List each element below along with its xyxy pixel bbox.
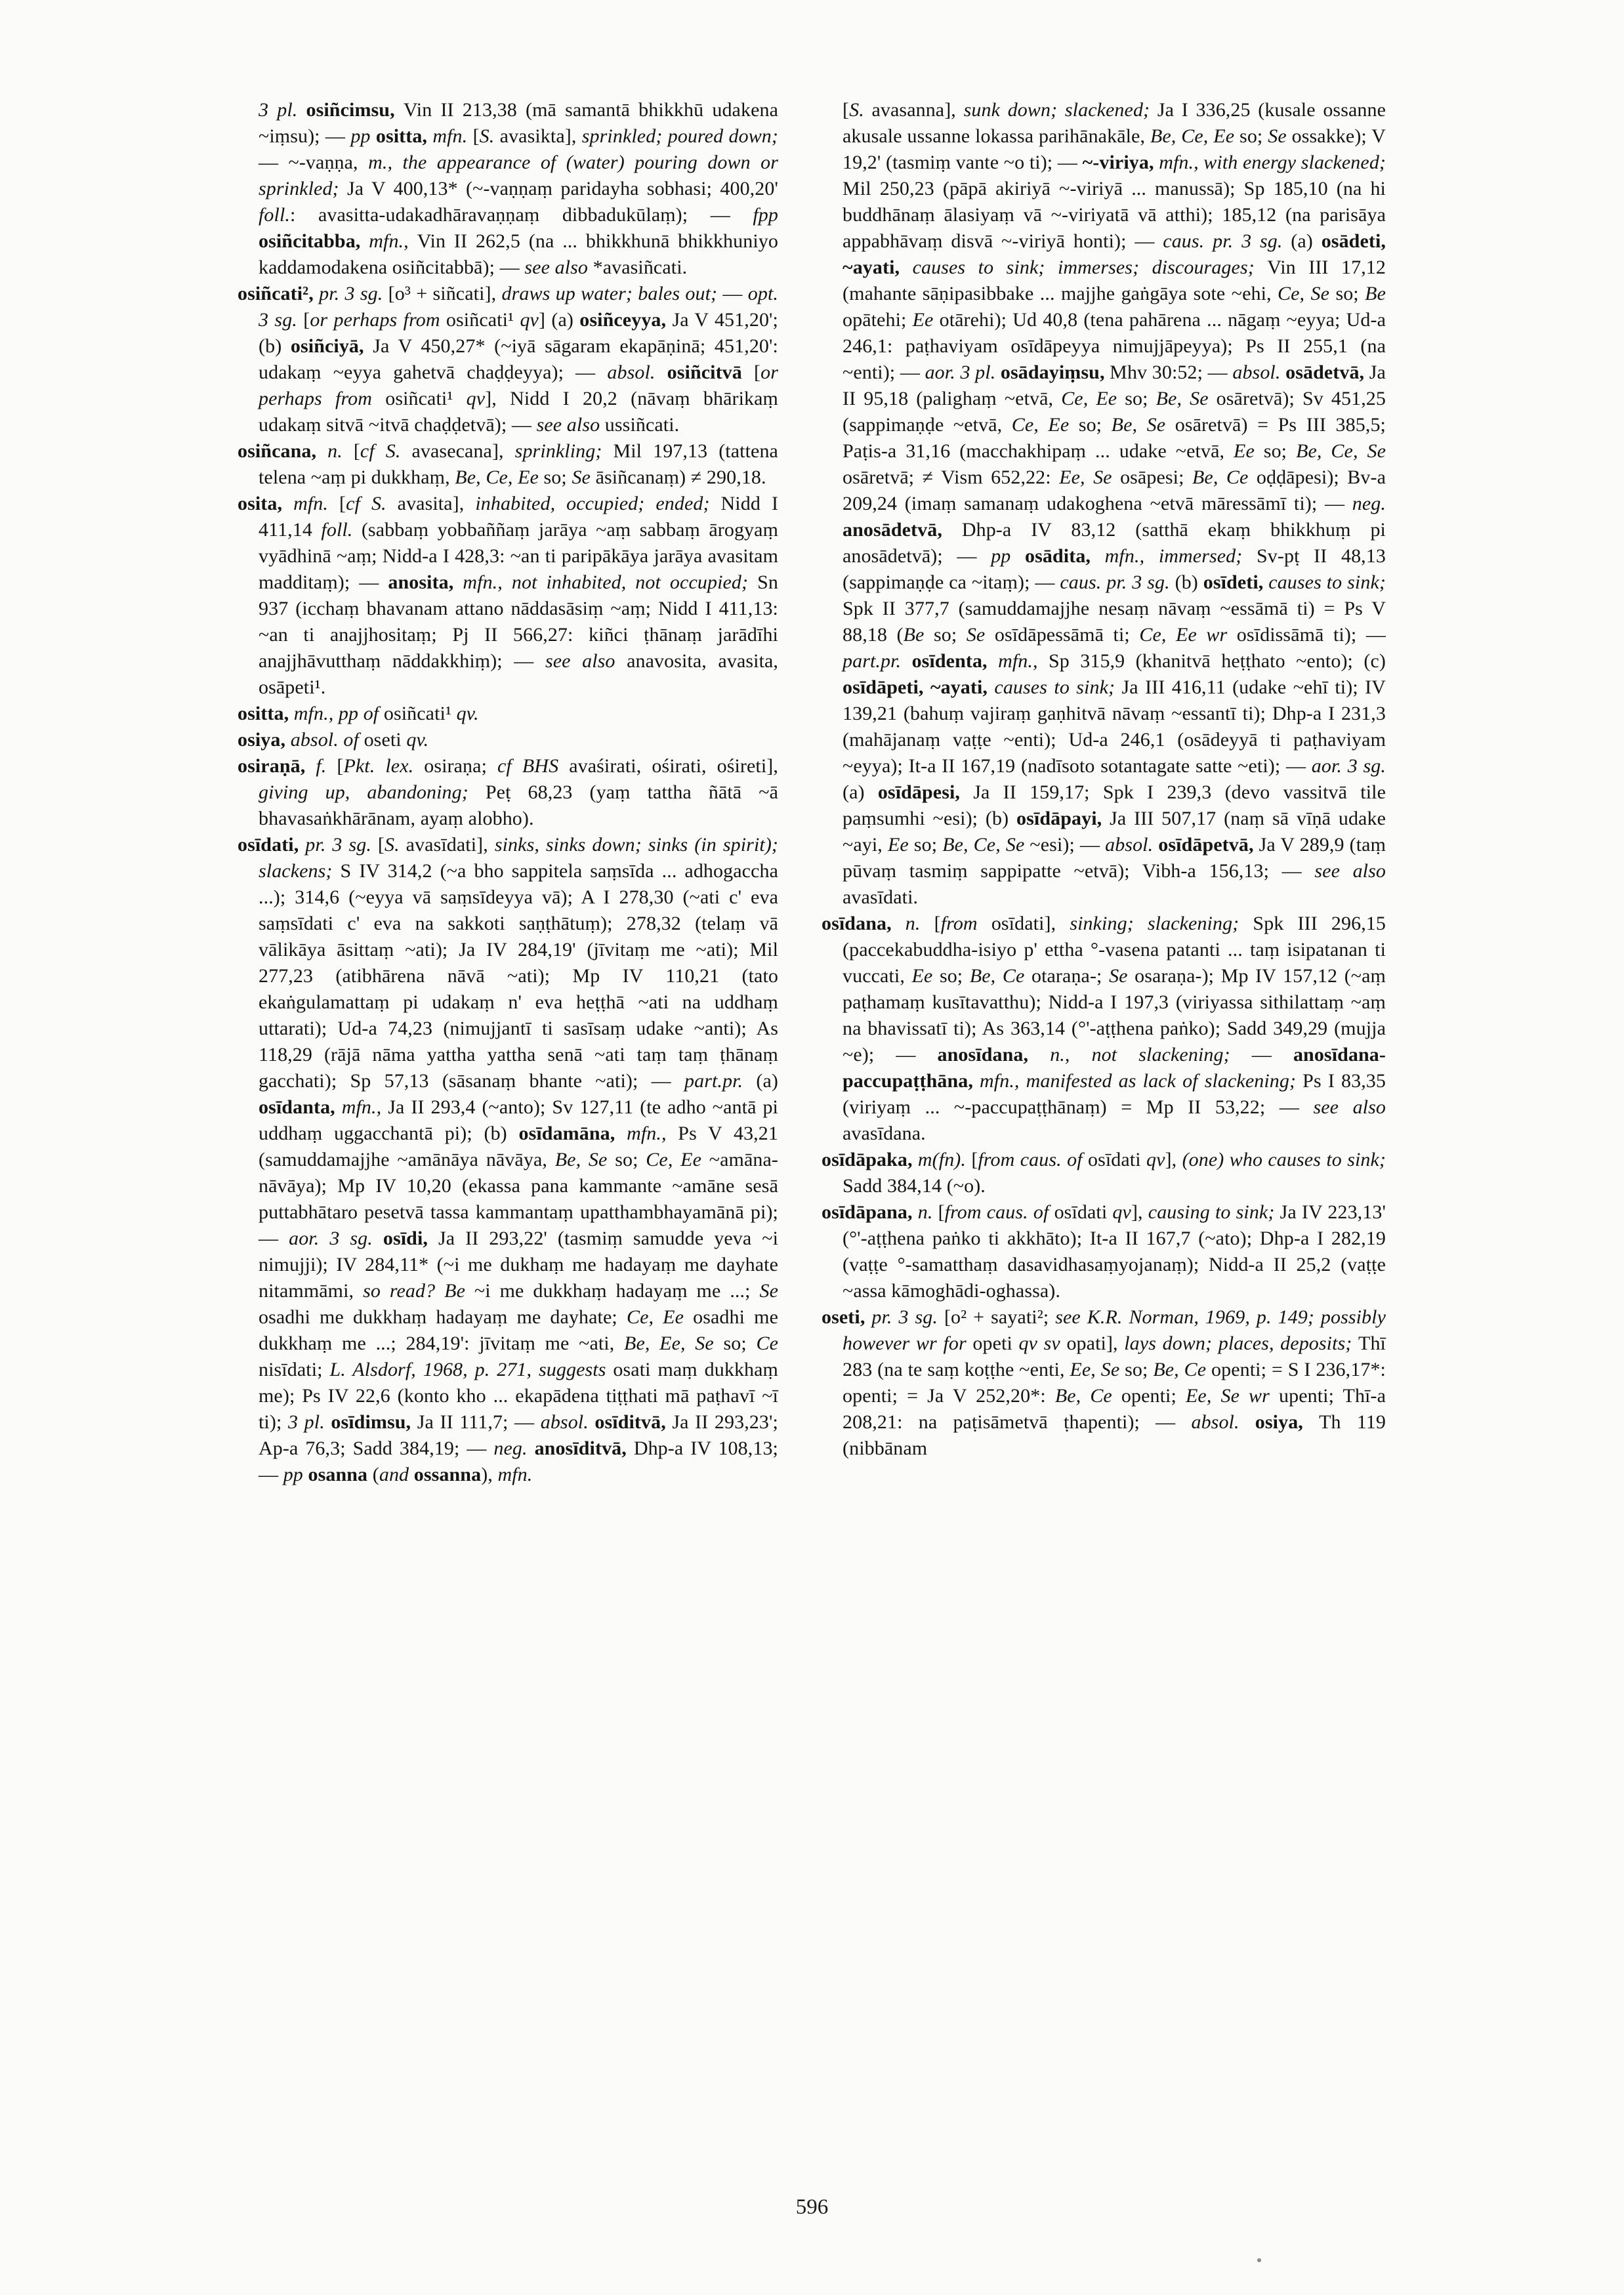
entry-text: ~i me dukkhaṃ hadayaṃ me ...;: [474, 1280, 760, 1302]
entry-text: : avasitta-udakadhāravaṇṇaṃ dibbadukūlaṃ); —: [290, 204, 753, 226]
right-column: [822, 97, 1386, 1462]
entry-text: Ce, Ee: [1011, 414, 1079, 436]
entry-text: Be, Ce: [969, 965, 1031, 987]
entry-text: (: [372, 1464, 379, 1485]
entry-text: [: [934, 913, 941, 934]
dictionary-entry-osincati1-continuation: [238, 97, 778, 281]
entry-text: qv.: [406, 729, 429, 751]
entry-text: sunk down; slackened;: [963, 99, 1157, 121]
entry-text: see also: [1314, 860, 1386, 882]
entry-headword: osita,: [238, 493, 294, 514]
entry-text: so;: [1263, 440, 1297, 462]
entry-text: —: [722, 283, 748, 304]
entry-text: or perhaps from: [310, 309, 446, 331]
entry-text: qv.: [456, 703, 479, 724]
entry-text: otaraṇa-;: [1031, 965, 1110, 987]
entry-text: Ja III 507,17 (naṃ sā vīṇā udake ~ayi,: [843, 808, 1386, 856]
entry-headword: osiya,: [238, 729, 291, 751]
entry-text: Be, Ce: [1054, 1385, 1121, 1407]
entry-text: [o³ + siñcati],: [388, 283, 502, 304]
entry-text: ],: [1165, 1149, 1182, 1170]
entry-text: nisīdati;: [259, 1359, 330, 1380]
entry-text: osīdi,: [383, 1228, 438, 1249]
entry-text: (sabbaṃ yobbaññaṃ jarāya ~aṃ sabbaṃ ārogyaṃ vyādhinā ~aṃ; Nidd-a I 428,3: ~an ti paripākāya jarāya avasitam madditaṃ); —: [259, 519, 779, 593]
entry-text: Be, Se: [1156, 388, 1217, 409]
entry-text: caus. pr. 3 sg.: [1163, 230, 1291, 252]
entry-text: Ce, Ee: [646, 1149, 709, 1170]
entry-text: Sn 937 (icchaṃ bhavanam attano nāddasāsiṃ ~aṃ; Nidd I 411,13: ~an ti anajjhositaṃ; Pj II 566,27: kiñci ṭhānaṃ jarādīhi anajjhāvutthaṃ nāddakkhiṃ); —: [259, 571, 778, 672]
entry-text: cf BHS: [497, 755, 570, 777]
entry-text: Peṭ 68,23 (yaṃ tattha ñātā ~ā bhavasaṅkhārānam, ayaṃ alobho).: [259, 781, 778, 829]
entry-text: avasita],: [397, 493, 476, 514]
entry-text: so;: [939, 965, 970, 987]
entry-text: avasīdana.: [843, 1123, 926, 1144]
entry-text: Ce, Ee: [626, 1306, 694, 1328]
entry-text: osīdati: [1054, 1201, 1113, 1223]
entry-text: mfn., with energy slackened;: [1159, 152, 1386, 173]
entry-text: Sv-pṭ II 48,13 (sappimaṇḍe ca ~itaṃ); —: [843, 545, 1386, 593]
entry-text: pr. 3 sg.: [319, 283, 388, 304]
entry-text: Mil 250,23 (pāpā akiriyā ~-viriyā ... manussā); Sp 185,10 (na hi buddhānaṃ ālasiyaṃ vā ~-viriyatā vā atthi); 185,12 (na parisāya appabhāvaṃ disvā ~-viriyā honti); —: [843, 178, 1386, 252]
entry-text: so;: [543, 466, 572, 488]
entry-text: avasīdati],: [406, 834, 495, 856]
entry-text: osīdati: [1087, 1149, 1147, 1170]
entry-text: Ja V 289,9 (taṃ pūvaṃ tasmiṃ sappipatte ~etvā); Vibh-a 156,13; —: [843, 834, 1386, 882]
entry-text: part.pr.: [684, 1070, 757, 1092]
entry-text: Ce: [756, 1333, 778, 1354]
entry-text: from caus. of: [978, 1149, 1088, 1170]
entry-text: osadhi me dukkhaṃ me ...; 284,19': jīvitaṃ me ~ati,: [259, 1306, 778, 1354]
entry-text: osiñcati¹: [385, 388, 467, 409]
entry-text: osādayiṃsu,: [1000, 362, 1110, 383]
entry-text: mfn.: [293, 493, 340, 514]
entry-text: Thī 283 (na te saṃ koṭṭhe ~enti,: [843, 1333, 1386, 1380]
entry-text: Ja V 400,13* (~-vaṇṇaṃ paridayha sobhasi; 400,20': [346, 178, 778, 199]
entry-text: osīdimsu,: [331, 1411, 417, 1433]
entry-text: anosīdana,: [937, 1044, 1051, 1065]
entry-text: Pkt. lex.: [343, 755, 425, 777]
entry-text: anosīdana-paccupaṭṭhāna,: [843, 1044, 1386, 1092]
entry-text: m(fn).: [917, 1149, 972, 1170]
entry-text: [: [472, 125, 480, 147]
entry-text: Be, Ce, Ee: [455, 466, 544, 488]
entry-text: Ee, Se: [1070, 1359, 1125, 1380]
entry-text: Se: [1268, 125, 1292, 147]
entry-text: Be, Se: [554, 1149, 615, 1170]
entry-text: or perhaps from: [259, 362, 778, 409]
entry-text: fpp: [753, 204, 778, 226]
entry-text: avaśirati, ośirati, ośireti],: [569, 755, 778, 777]
entry-text: osīdati],: [991, 913, 1070, 934]
entry-text: ], Nidd I 20,2 (nāvaṃ bhārikaṃ udakaṃ sitvā ~itvā chaḍḍetvā); —: [259, 388, 778, 436]
entry-text: see also: [545, 650, 627, 672]
entry-text: osiñciyā,: [290, 335, 373, 357]
entry-text: sinks, sinks down; sinks (in spirit); slackens;: [259, 834, 778, 882]
entry-text: Ee: [887, 834, 914, 856]
entry-text: so;: [1125, 1359, 1154, 1380]
entry-text: so read? Be: [363, 1280, 474, 1302]
entry-text: n.: [905, 913, 934, 934]
entry-text: mfn., manifested as lack of slackening;: [980, 1070, 1303, 1092]
entry-text: osīdamāna,: [518, 1123, 627, 1144]
entry-text: [: [303, 309, 310, 331]
entry-text: —: [1251, 1044, 1293, 1065]
entry-text: osiñcimsu,: [306, 99, 404, 121]
entry-text: osanna: [308, 1464, 373, 1485]
entry-text: Ee, Se: [1059, 466, 1121, 488]
entry-text: *avasiñcati.: [593, 257, 688, 278]
entry-text: Be: [903, 624, 934, 646]
entry-text: anosādetvā,: [843, 519, 962, 541]
entry-text: osīdissāmā ti); —: [1236, 624, 1386, 646]
entry-text: m., the appearance of (water) pouring down or sprinkled;: [259, 152, 779, 199]
dictionary-entry-osidana: [822, 911, 1386, 1147]
entry-text: so;: [1335, 283, 1365, 304]
entry-text: cf S.: [346, 493, 398, 514]
entry-text: giving up, abandoning;: [259, 781, 486, 803]
entry-text: opt. 3 sg.: [259, 283, 778, 331]
entry-headword: osiñcati²,: [238, 283, 320, 304]
entry-text: Ja II 293,4 (~anto); Sv 127,11 (te adho ~antā pi uddhaṃ uggacchantā pi); (b): [259, 1096, 778, 1144]
entry-text: causes to sink; immerses; discourages;: [912, 257, 1268, 278]
entry-text: S.: [849, 99, 872, 121]
dictionary-entry-osiya: [238, 727, 778, 753]
entry-text: Be, Se: [1111, 414, 1175, 436]
entry-text: Ce, Ee: [1061, 388, 1125, 409]
entry-text: Ps V 43,21 (samuddamajjhe ~amānāya nāvāya,: [259, 1123, 778, 1170]
page-number: 596: [795, 2195, 829, 2219]
entry-text: Th 119 (nibbānam: [843, 1411, 1386, 1459]
entry-text: avasanna],: [871, 99, 964, 121]
entry-text: absol.: [1105, 834, 1159, 856]
entry-text: osāretvā) = Ps III 385,5; Paṭis-a 31,16 (macchakhipaṃ ... udake ~etvā,: [843, 414, 1386, 462]
entry-text: osīdeti,: [1203, 571, 1269, 593]
entry-text: Ja II 159,17; Spk I 239,3 (devo vassitvā tile paṃsumhi ~esi); (b): [843, 781, 1386, 829]
entry-text: qv: [1146, 1149, 1165, 1170]
entry-text: Dhp-a IV 108,13; —: [259, 1437, 778, 1485]
entry-text: Be, Ce: [1153, 1359, 1211, 1380]
entry-text: oḍḍāpesi); Bv-a 209,24 (imaṃ samanaṃ udakoghena ~etvā māressāmī ti); —: [843, 466, 1386, 514]
entry-text: L. Alsdorf, 1968, p. 271, suggests: [329, 1359, 614, 1380]
entry-text: Ja II 95,18 (palighaṃ ~etvā,: [843, 362, 1386, 409]
entry-text: ositta,: [375, 125, 433, 147]
entry-text: ~amāna-nāvāya); Mp IV 10,20 (ekassa pana kammante ~amāne sesā puttabhātaro pesetvā tassa kammantaṃ upatthambhayamānā pi); —: [259, 1149, 778, 1249]
entry-text: absol. of: [290, 729, 364, 751]
dictionary-entry-osita: [238, 491, 778, 701]
entry-text: see K.R. Norman, 1969, p. 149; possibly however wr for: [843, 1306, 1386, 1354]
entry-text: caus. pr. 3 sg.: [1060, 571, 1175, 593]
entry-text: Be, Ce, Se: [942, 834, 1030, 856]
entry-text: (b): [1175, 571, 1203, 593]
entry-headword: osīdāpaka,: [822, 1149, 918, 1170]
entry-text: [o² + sayati²;: [944, 1306, 1056, 1328]
entry-text: Spk III 296,15 (paccekabuddha-isiyo p' ettha °-vasena patanti ... taṃ isipatanan ti vuccati,: [843, 913, 1386, 987]
entry-text: osaraṇa-); Mp IV 157,12 (~aṃ paṭhamaṃ kusītavatthu); Nidd-a I 197,3 (viriyassa sithilattaṃ ~aṃ na bhavissatī ti); As 363,14 (°'-aṭṭhena paṅko); Sadd 349,29 (mujja ~e); —: [843, 965, 1386, 1065]
entry-text: osiñceyya,: [579, 309, 673, 331]
entry-text: foll.: [259, 204, 291, 226]
entry-text: neg.: [493, 1437, 535, 1459]
dictionary-entry-oseti: [822, 1304, 1386, 1462]
entry-text: see also: [1313, 1096, 1386, 1118]
entry-text: cf S.: [360, 440, 412, 462]
entry-text: qv: [520, 309, 539, 331]
entry-text: — ~-vaṇṇa,: [259, 152, 369, 173]
entry-text: n., not slackening;: [1050, 1044, 1252, 1065]
entry-text: anosīditvā,: [534, 1437, 634, 1459]
entry-text: absol.: [540, 1411, 595, 1433]
entry-headword: oseti,: [822, 1306, 872, 1328]
entry-text: mfn.: [432, 125, 473, 147]
entry-text: lays down; places, deposits;: [1124, 1333, 1359, 1354]
entry-text: (a): [843, 781, 878, 803]
entry-text: S.: [479, 125, 500, 147]
entry-text: Ja I 336,25 (kusale ossanne akusale ussanne lokassa parihānakāle,: [843, 99, 1386, 147]
entry-text: ossakke); V 19,2' (tasmiṃ vante ~o ti); —: [843, 125, 1386, 173]
entry-text: Se: [1109, 965, 1135, 987]
entry-text: so;: [723, 1333, 757, 1354]
entry-text: osiñcitvā: [667, 362, 755, 383]
entry-text: oseti: [364, 729, 407, 751]
entry-text: osadhi me dukkhaṃ hadayaṃ me dayhate;: [259, 1306, 627, 1328]
entry-text: [: [971, 1149, 978, 1170]
entry-text: Ja V 451,20'; (b): [259, 309, 778, 357]
entry-text: causes to sink;: [994, 676, 1122, 698]
dictionary-entry-osidapana: [822, 1199, 1386, 1304]
left-column: [238, 97, 778, 1488]
entry-text: aor. 3 sg.: [1311, 755, 1386, 777]
entry-text: [: [843, 99, 850, 121]
entry-text: inhabited, occupied; ended;: [475, 493, 721, 514]
entry-text: ~-viriya,: [1082, 152, 1159, 173]
entry-text: upenti; Thī-a 208,21: na paṭisāmetvā ṭhapenti); —: [843, 1385, 1386, 1433]
entry-text: āsiñcanaṃ) ≠ 290,18.: [595, 466, 766, 488]
entry-text: Ja V 450,27* (~iyā sāgaram ekapāṇinā; 451,20': udakaṃ ~eyya gahetvā chaḍḍeyya); —: [259, 335, 778, 383]
entry-headword: osiraṇā,: [238, 755, 316, 777]
entry-text: osīdāpetvā,: [1158, 834, 1259, 856]
entry-text: qv: [1112, 1201, 1131, 1223]
entry-text: causing to sink;: [1148, 1201, 1280, 1223]
entry-text: mfn.,: [369, 230, 417, 252]
entry-text: so;: [615, 1149, 646, 1170]
entry-text: qv sv: [1018, 1333, 1067, 1354]
entry-text: neg.: [1352, 493, 1386, 514]
entry-text: foll.: [321, 519, 362, 541]
entry-text: (a): [756, 1070, 778, 1092]
entry-text: n.: [917, 1201, 938, 1223]
entry-text: see also: [524, 257, 593, 278]
entry-text: avasikta],: [499, 125, 582, 147]
entry-text: S IV 314,2 (~a bho sappitela saṃsīda ... adhogaccha ...); 314,6 (~eyya vā saṃsīdeyya vā); A I 278,30 (~ati c' eva saṃsīdati c' eva na sakkoti saṇṭhātuṃ); 278,32 (telaṃ vā vālikāya āsittaṃ ~ati); Ja IV 284,19' (jīvitaṃ me ~ati); Mil 277,23 (atibhārena nāvā ~ati); Mp IV 110,21 (tato ekaṅgulamattaṃ pi udakaṃ n' eva heṭṭhā ~ati na uddhaṃ uttarati); Ud-a 74,23 (nimujjantī ti sasīsaṃ udake ~anti); As 118,29 (rājā nāma yattha yattha senā ~ati taṃ taṃ ṭhānaṃ gacchati); Sp 57,13 (sāsanaṃ bhante ~ati); —: [259, 860, 778, 1092]
entry-text: osīdanta,: [259, 1096, 342, 1118]
entry-text: part.pr.: [843, 650, 912, 672]
entry-text: [: [938, 1201, 945, 1223]
entry-text: n.: [327, 440, 354, 462]
dictionary-entry-ositta: [238, 701, 778, 727]
dictionary-entry-osanna-continuation: [822, 97, 1386, 911]
entry-text: Be, Ee, Se: [624, 1333, 724, 1354]
entry-text: osīditvā,: [594, 1411, 673, 1433]
scan-speck: [1257, 2258, 1261, 2262]
entry-text: Ps I 83,35 (viriyaṃ ... ~-paccupaṭṭhānaṃ) = Mp II 53,22; —: [843, 1070, 1386, 1118]
entry-text: pp: [283, 1464, 308, 1485]
entry-text: osīdenta,: [911, 650, 999, 672]
entry-headword: ositta,: [238, 703, 294, 724]
entry-text: Nidd I 411,14: [259, 493, 779, 541]
entry-text: osīdāpessāmā ti;: [994, 624, 1140, 646]
entry-text: osati maṃ dukkhaṃ me); Ps IV 22,6 (konto kho ... ekapādena tiṭṭhati mā paṭhavī ~ī ti);: [259, 1359, 778, 1433]
entry-text: osādeti, ~ayati,: [843, 230, 1386, 278]
entry-text: mfn.,: [627, 1123, 678, 1144]
entry-text: so;: [1125, 388, 1156, 409]
entry-text: (a): [1291, 230, 1322, 252]
entry-text: pr. 3 sg.: [305, 834, 378, 856]
entry-text: opātehi;: [843, 309, 913, 331]
entry-text: Be, Ce, Ee: [1150, 125, 1240, 147]
entry-text: ossanna: [413, 1464, 482, 1485]
entry-text: Ja IV 223,13' (°'-aṭṭhena paṅko ti akkhāto); It-a II 167,7 (~ato); Dhp-a I 282,19 (vaṭṭe °-samatthaṃ dasavidhasaṃyojanaṃ); Nidd-a II 25,2 (vaṭṭe ~assa kāmoghādi-oghassa).: [843, 1201, 1386, 1302]
entry-text: causes to sink;: [1268, 571, 1386, 593]
entry-text: sprinkled; poured down;: [581, 125, 778, 147]
entry-text: ~esi); —: [1030, 834, 1106, 856]
entry-text: Dhp-a IV 83,12 (satthā ekaṃ bhikkhuṃ pi anosādetvā); —: [843, 519, 1386, 567]
entry-text: [: [339, 493, 346, 514]
entry-text: osīdāpesi,: [877, 781, 974, 803]
entry-text: Ja III 416,11 (udake ~ehī ti); IV 139,21 (bahuṃ vajiraṃ gaṇhitvā nāvaṃ ~essantī ti); Dhp-a I 231,3 (mahājanaṃ vaṭṭe ~enti); Ud-a 246,1 (osādeyyā ti paṭhaviyam ~eyya); It-a II 167,19 (nadīsoto sotantagate satte ~eti); —: [843, 676, 1386, 777]
entry-text: so;: [1239, 125, 1268, 147]
dictionary-entry-osidapaka: [822, 1147, 1386, 1199]
entry-text: osiraṇa;: [424, 755, 498, 777]
entry-text: sinking; slackening;: [1070, 913, 1253, 934]
entry-text: draws up water; bales out;: [501, 283, 723, 304]
entry-headword: osiñcana,: [238, 440, 328, 462]
entry-text: Mhv 30:52; —: [1110, 362, 1233, 383]
entry-text: Be: [1365, 283, 1386, 304]
entry-text: absol.: [607, 362, 667, 383]
entry-text: from caus. of: [944, 1201, 1054, 1223]
entry-text: Ee, Se wr: [1185, 1385, 1279, 1407]
entry-text: ],: [1131, 1201, 1148, 1223]
entry-text: Mil 197,13 (tattena telena ~aṃ pi dukkhaṃ,: [259, 440, 778, 488]
entry-text: qv: [466, 388, 486, 409]
entry-text: aor. 3 pl.: [925, 362, 1001, 383]
entry-headword: osīdati,: [238, 834, 306, 856]
dictionary-entry-osincana: [238, 438, 778, 491]
entry-text: Be, Ce: [1192, 466, 1257, 488]
entry-text: anavosita, avasita, osāpeti¹.: [259, 650, 779, 698]
entry-text: Ce, Ee wr: [1139, 624, 1237, 646]
entry-text: pp: [991, 545, 1026, 567]
entry-text: pr. 3 sg.: [871, 1306, 944, 1328]
entry-headword: osīdāpana,: [822, 1201, 918, 1223]
entry-text: see also: [536, 414, 605, 436]
entry-text: Ja II 293,23'; Ap-a 76,3; Sadd 384,19; —: [259, 1411, 778, 1459]
entry-headword: osīdana,: [822, 913, 906, 934]
entry-text: from: [940, 913, 991, 934]
entry-text: mfn.,: [341, 1096, 388, 1118]
entry-text: ] (a): [538, 309, 580, 331]
entry-text: [: [353, 440, 360, 462]
entry-text: osiya,: [1255, 1411, 1320, 1433]
entry-text: Se: [759, 1280, 778, 1302]
entry-text: Ce, Se: [1278, 283, 1336, 304]
entry-text: Vin II 213,38 (mā samantā bhikkhū udakena ~iṃsu); —: [259, 99, 778, 147]
entry-text: f.: [316, 755, 337, 777]
entry-text: Se: [966, 624, 995, 646]
dictionary-entry-osidati: [238, 832, 778, 1488]
entry-text: absol.: [1191, 1411, 1255, 1433]
entry-text: avasecana],: [411, 440, 515, 462]
entry-text: Ee: [911, 965, 940, 987]
entry-text: [: [754, 362, 761, 383]
entry-text: so;: [933, 624, 967, 646]
entry-text: osādita,: [1025, 545, 1105, 567]
entry-text: so;: [913, 834, 943, 856]
entry-text: Vin III 17,12 (mahante sāṇipasibbake ... majjhe gaṅgāya sote ~ehi,: [843, 257, 1386, 304]
entry-text: osādetvā,: [1285, 362, 1369, 383]
entry-text: opeti: [972, 1333, 1019, 1354]
entry-text: osiñcati¹: [383, 703, 457, 724]
entry-text: mfn., immersed;: [1104, 545, 1257, 567]
entry-text: Sadd 384,14 (~o).: [843, 1175, 986, 1197]
entry-text: Ja II 293,22' (tasmiṃ samudde yeva ~i nimujji); IV 284,11* (~i me dukhaṃ me hadayaṃ me dayhate nitammāmi,: [259, 1228, 779, 1302]
entry-text: aor. 3 sg.: [289, 1228, 383, 1249]
entry-text: 3 pl.: [259, 99, 306, 121]
entry-text: openti;: [1121, 1385, 1186, 1407]
entry-text: Sp 315,9 (khanitvā heṭṭhato ~ento); (c): [1048, 650, 1386, 672]
entry-text: otārehi); Ud 40,8 (tena pahārena ... nāgaṃ ~eyya; Ud-a 246,1: paṭhaviyam osīdāpeyya nimujjāpeyya); Ps II 255,1 (na ~enti); —: [843, 309, 1386, 383]
entry-text: pp: [350, 125, 376, 147]
entry-text: Be, Ce, Se: [1296, 440, 1386, 462]
entry-text: Spk II 377,7 (samuddamajjhe nesaṃ nāvaṃ ~essāmā ti) = Ps V 88,18 (: [843, 598, 1386, 646]
entry-text: Ee: [912, 309, 940, 331]
dictionary-entry-osirana: [238, 753, 778, 832]
entry-text: osāretvā); Sv 451,25 (sappimaṇḍe ~etvā,: [843, 388, 1386, 436]
entry-text: ussiñcati.: [604, 414, 680, 436]
entry-text: osiñcati¹: [446, 309, 520, 331]
entry-text: mfn., not inhabited, not occupied;: [463, 571, 758, 593]
entry-text: osīdāpeti, ~ayati,: [843, 676, 995, 698]
entry-text: Se: [572, 466, 596, 488]
entry-text: Vin II 262,5 (na ... bhikkhunā bhikkhuniyo kaddamodakena osiñcitabbā); —: [259, 230, 778, 278]
entry-text: mfn.: [497, 1464, 533, 1485]
entry-text: openti; = S I 236,17*: openti; = Ja V 252,20*:: [843, 1359, 1386, 1407]
entry-text: osiñcitabba,: [259, 230, 369, 252]
entry-text: ),: [481, 1464, 498, 1485]
entry-text: mfn., pp of: [293, 703, 384, 724]
entry-text: osīdāpayi,: [1016, 808, 1110, 829]
entry-text: and: [379, 1464, 414, 1485]
entry-text: avasīdati.: [843, 886, 919, 908]
entry-text: 3 pl.: [287, 1411, 331, 1433]
entry-text: opati],: [1066, 1333, 1125, 1354]
entry-text: mfn.,: [998, 650, 1049, 672]
entry-text: Ja II 111,7; —: [417, 1411, 541, 1433]
entry-text: Ee: [1234, 440, 1264, 462]
entry-text: sprinkling;: [514, 440, 614, 462]
entry-text: osāretvā; ≠ Vism 652,22:: [843, 466, 1060, 488]
entry-text: absol.: [1232, 362, 1286, 383]
entry-text: [: [337, 755, 344, 777]
entry-text: so;: [1078, 414, 1112, 436]
dictionary-entry-osincati2: [238, 281, 778, 438]
entry-text: (one) who causes to sink;: [1182, 1149, 1386, 1170]
entry-text: S.: [384, 834, 406, 856]
entry-text: osāpesi;: [1120, 466, 1192, 488]
entry-text: anosita,: [388, 571, 463, 593]
entry-text: [: [377, 834, 385, 856]
